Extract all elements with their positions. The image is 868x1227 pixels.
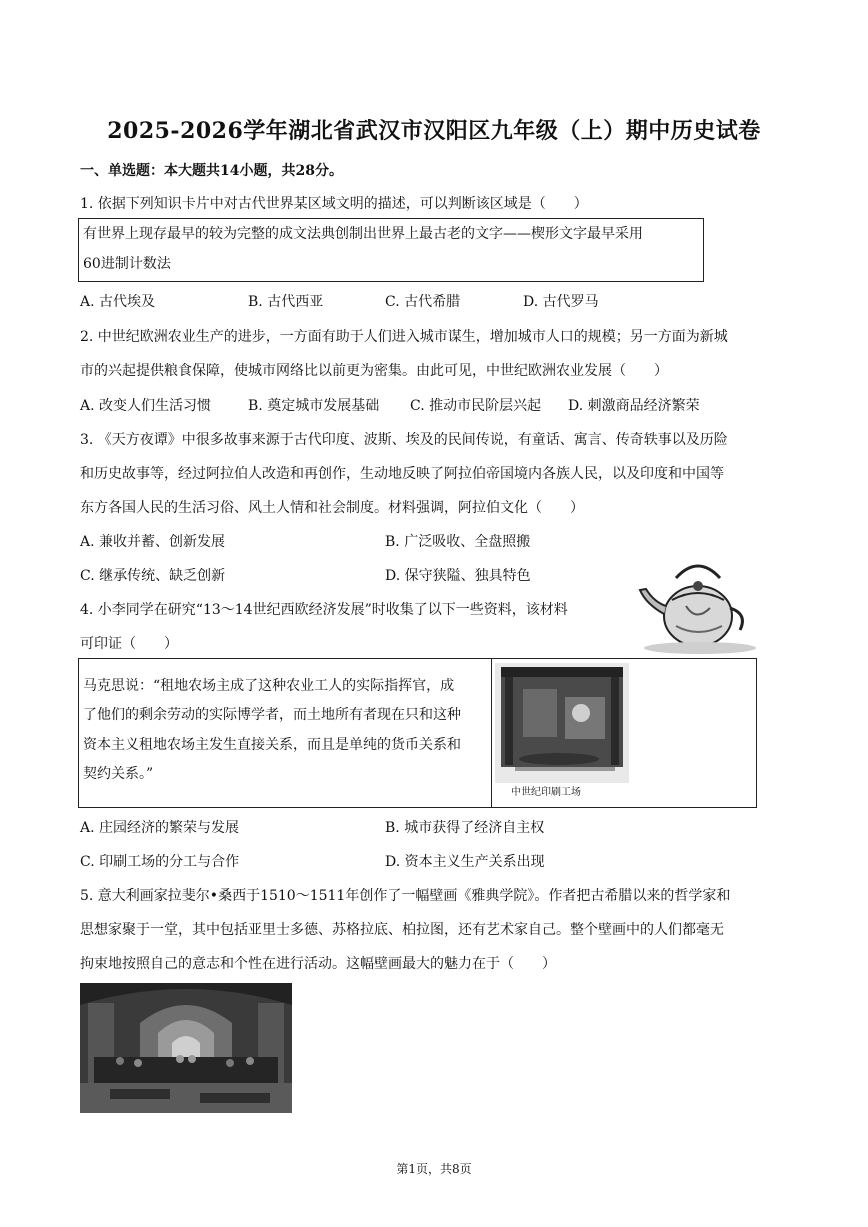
q1-option-a: A. 古代埃及: [80, 294, 156, 310]
q1-option-c: C. 古代希腊: [385, 294, 461, 310]
printing-workshop-image: [495, 663, 629, 783]
q3-option-d: D. 保守狭隘、独具特色: [385, 568, 531, 584]
q1-card-line2: 60进制计数法: [83, 256, 171, 272]
q4-option-b: B. 城市获得了经济自主权: [385, 820, 545, 836]
q2-line1: 2. 中世纪欧洲农业生产的进步，一方面有助于人们进入城市谋生，增加城市人口的规模；另一方面为新城: [80, 329, 728, 345]
q2-option-a: A. 改变人们生活习惯: [80, 398, 212, 414]
q1-knowledge-card: [78, 218, 704, 282]
q2-line2: 市的兴起提供粮食保障，使城市网络比以前更为密集。由此可见，中世纪欧洲农业发展（ ）: [80, 363, 668, 379]
q2-option-d: D. 刺激商品经济繁荣: [568, 398, 700, 414]
school-of-athens-image: [80, 983, 292, 1113]
q1-option-d: D. 古代罗马: [523, 294, 599, 310]
q3-line1: 3. 《天方夜谭》中很多故事来源于古代印度、波斯、埃及的民间传说，有童话、寓言、传奇轶事以及历险: [80, 432, 728, 448]
section-heading: 一、单选题：本大题共14小题，共28分。: [80, 163, 343, 179]
q4-line1: 4. 小李同学在研究“13～14世纪西欧经济发展”时收集了以下一些资料，该材料: [80, 602, 568, 618]
table-divider: [491, 659, 492, 807]
page-title: 2025-2026学年湖北省武汉市汉阳区九年级（上）期中历史试卷: [107, 118, 761, 144]
q4-option-a: A. 庄园经济的繁荣与发展: [80, 820, 240, 836]
q3-option-a: A. 兼收并蓄、创新发展: [80, 534, 226, 550]
q1-stem: 1. 依据下列知识卡片中对古代世界某区域文明的描述，可以判断该区域是（ ）: [80, 196, 588, 212]
q2-option-b: B. 奠定城市发展基础: [248, 398, 380, 414]
q5-line2: 思想家聚于一堂，其中包括亚里士多德、苏格拉底、柏拉图，还有艺术家自己。整个壁画中的人们都毫无: [80, 922, 724, 938]
teapot-illustration: [636, 556, 760, 656]
q5-line1: 5. 意大利画家拉斐尔•桑西于1510～1511年创作了一幅壁画《雅典学院》。作者把古希腊以来的哲学家和: [80, 888, 731, 904]
q3-option-c: C. 继承传统、缺乏创新: [80, 568, 226, 584]
q1-card-line1: 有世界上现存最早的较为完整的成文法典创制出世界上最古老的文字——楔形文字最早采用: [83, 226, 643, 242]
q3-line2: 和历史故事等，经过阿拉伯人改造和再创作，生动地反映了阿拉伯帝国境内各族人民，以及印度和中国等: [80, 466, 724, 482]
printing-workshop-caption: 中世纪印刷工场: [511, 787, 581, 798]
q4-option-d: D. 资本主义生产关系出现: [385, 854, 545, 870]
q4-quote-line3: 资本主义租地农场主发生直接关系，而且是单纯的货币关系和: [83, 737, 461, 753]
q5-line3: 拘束地按照自己的意志和个性在进行活动。这幅壁画最大的魅力在于（ ）: [80, 956, 556, 972]
page-footer: 第1页，共8页: [396, 1162, 472, 1176]
q3-line3: 东方各国人民的生活习俗、风土人情和社会制度。材料强调，阿拉伯文化（ ）: [80, 500, 584, 516]
q4-quote-line2: 了他们的剩余劳动的实际博学者，而土地所有者现在只和这种: [83, 707, 461, 723]
q1-option-b: B. 古代西亚: [248, 294, 324, 310]
q4-quote-line4: 契约关系。”: [83, 766, 154, 782]
q4-line2: 可印证（ ）: [80, 636, 178, 652]
q4-quote-line1: 马克思说：“租地农场主成了这种农业工人的实际指挥官，成: [83, 678, 455, 694]
q3-option-b: B. 广泛吸收、全盘照搬: [385, 534, 531, 550]
q2-option-c: C. 推动市民阶层兴起: [410, 398, 542, 414]
q4-option-c: C. 印刷工场的分工与合作: [80, 854, 240, 870]
q4-material-table: [78, 658, 757, 808]
